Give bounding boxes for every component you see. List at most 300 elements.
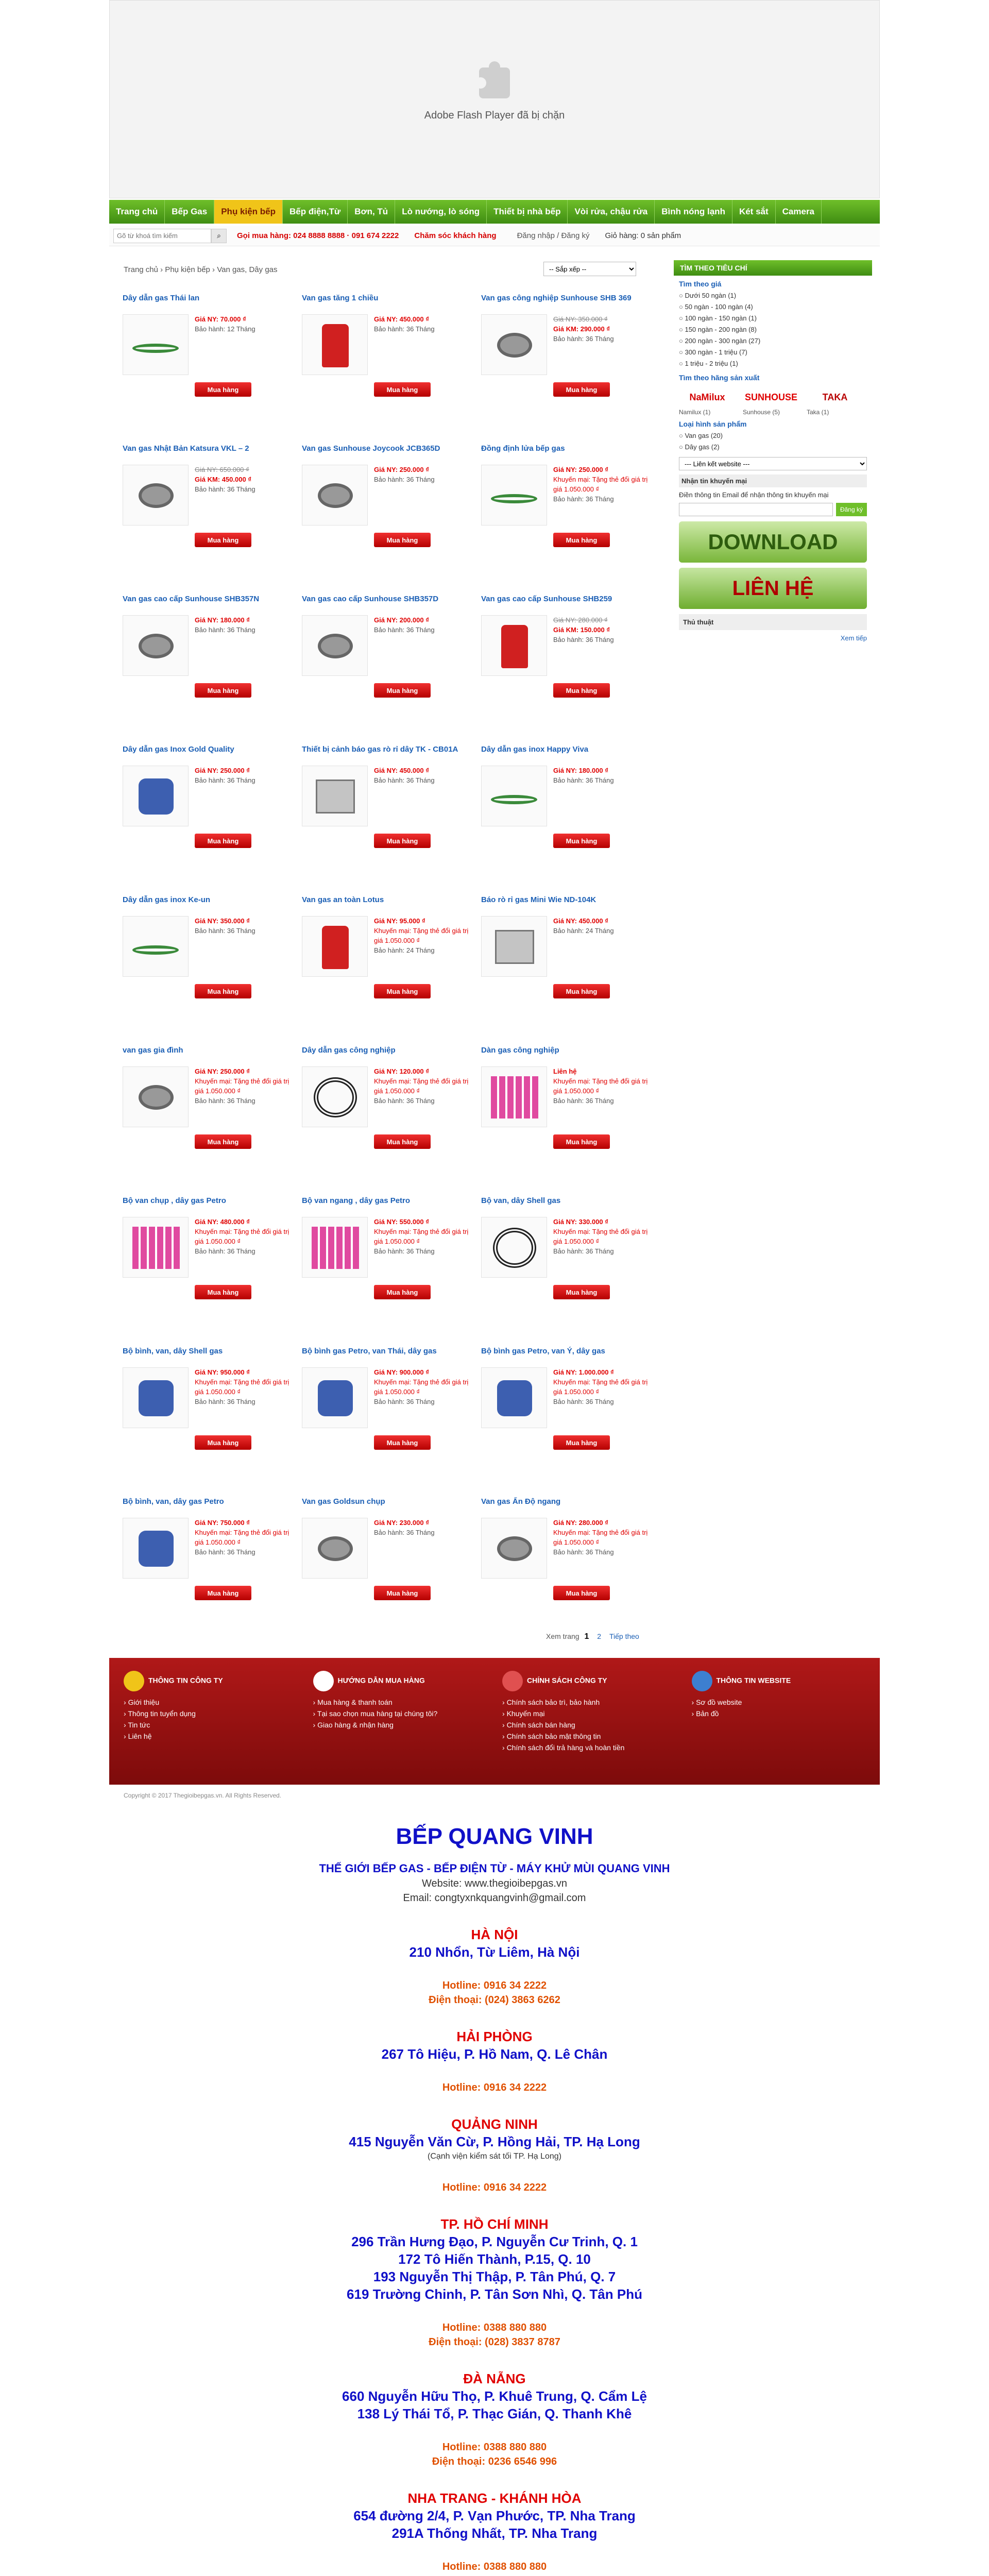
footer-links: [109, 1658, 880, 1785]
product-detail-line: Giá NY: 650.000 ₫: [195, 466, 249, 473]
nav-item[interactable]: Bếp điện,Từ: [283, 200, 348, 224]
product-image[interactable]: [481, 465, 547, 526]
product-detail-line: Khuyến mại: Tặng thẻ đổi giá trị giá 1.050.000 ₫: [195, 1529, 289, 1546]
location-city: ĐÀ NẴNG: [463, 2371, 526, 2386]
product-name[interactable]: Van gas Nhật Bản Katsura VKL – 2: [123, 444, 249, 453]
newsletter-text: Điền thông tin Email để nhận thông tin khuyến mại: [679, 491, 829, 499]
cart-link[interactable]: Giỏ hàng: 0 sản phẩm: [605, 231, 681, 240]
newsletter-submit-button[interactable]: Đăng ký: [836, 503, 867, 516]
product-card: [302, 895, 481, 1046]
product-card: [123, 595, 302, 745]
product-card: [123, 1347, 302, 1497]
product-info: [553, 1217, 654, 1256]
product-image[interactable]: [123, 1518, 189, 1579]
footer-column: [692, 1671, 866, 1772]
product-info: [553, 1367, 654, 1406]
product-detail-line: Giá NY: 330.000 ₫: [553, 1218, 608, 1226]
product-illustration: [318, 1536, 353, 1561]
price-filter-item[interactable]: ○ 100 ngàn - 150 ngàn (1): [679, 313, 867, 324]
product-info: [553, 1066, 654, 1106]
product-detail-line: Bảo hành: 36 Tháng: [553, 1247, 614, 1255]
product-card: [481, 1347, 660, 1497]
product-card: [123, 1046, 302, 1196]
product-name[interactable]: Thiết bị cảnh báo gas rò rỉ dây TK - CB01A: [302, 745, 458, 754]
buy-button[interactable]: Mua hàng: [553, 834, 610, 848]
product-name[interactable]: Van gas công nghiệp Sunhouse SHB 369: [481, 294, 632, 302]
location-hotline: Hotline: 0388 880 880: [442, 2442, 547, 2453]
product-info: [195, 1367, 295, 1406]
product-name[interactable]: van gas gia đình: [123, 1046, 183, 1055]
product-detail-line: Khuyến mại: Tặng thẻ đổi giá trị giá 1.050.000 ₫: [553, 1529, 648, 1546]
buy-button[interactable]: Mua hàng: [195, 1586, 251, 1600]
product-info: [374, 916, 474, 955]
product-image[interactable]: [123, 766, 189, 826]
product-image[interactable]: [302, 916, 368, 977]
price-filter-item[interactable]: ○ 1 triệu - 2 triệu (1): [679, 358, 867, 369]
nav-item[interactable]: Lò nướng, lò sóng: [395, 200, 487, 224]
product-info: [374, 465, 474, 484]
product-detail-line: Giá NY: 750.000 ₫: [195, 1519, 250, 1527]
product-detail-line: Giá NY: 480.000 ₫: [195, 1218, 250, 1226]
login-link[interactable]: Đăng nhập / Đăng ký: [517, 231, 590, 240]
product-name[interactable]: Bộ bình, van, dây gas Petro: [123, 1497, 224, 1506]
location-city: QUẢNG NINH: [451, 2116, 538, 2132]
product-name[interactable]: Bộ bình, van, dây Shell gas: [123, 1347, 223, 1355]
location-address: 210 Nhổn, Từ Liêm, Hà Nội: [409, 1944, 580, 1960]
product-illustration: [139, 1085, 174, 1110]
footer-link-list: [124, 1697, 298, 1742]
product-name[interactable]: Đồng định lửa bếp gas: [481, 444, 565, 453]
product-image[interactable]: [123, 1066, 189, 1127]
pager-label: Xem trang: [546, 1632, 579, 1640]
footer-link[interactable]: › Mua hàng & thanh toán: [313, 1697, 487, 1708]
product-detail-line: Giá NY: 280.000 ₫: [553, 616, 608, 624]
store-info: [109, 1824, 880, 2576]
price-filter-item[interactable]: ○ 150 ngàn - 200 ngàn (8): [679, 324, 867, 335]
product-detail-line: Bảo hành: 36 Tháng: [195, 626, 255, 634]
buy-button[interactable]: Mua hàng: [374, 1285, 431, 1299]
product-info: [553, 1518, 654, 1557]
product-detail-line: Liên hệ: [553, 1067, 577, 1075]
product-card: [481, 745, 660, 895]
location-address: 660 Nguyễn Hữu Thọ, P. Khuê Trung, Q. Cẩm Lệ: [342, 2388, 647, 2404]
product-name[interactable]: Van gas cao cấp Sunhouse SHB259: [481, 595, 612, 603]
footer-link[interactable]: › Bản đồ: [692, 1708, 866, 1719]
search-button[interactable]: [211, 229, 227, 243]
product-name[interactable]: Van gas Ấn Độ ngang: [481, 1497, 561, 1506]
buy-button[interactable]: Mua hàng: [374, 1586, 431, 1600]
newsletter-title: Nhận tin khuyến mại: [679, 474, 867, 487]
pagination: [546, 1632, 642, 1641]
newsletter-email-input[interactable]: [679, 503, 833, 516]
product-detail-line: Bảo hành: 12 Tháng: [195, 325, 255, 333]
buy-button[interactable]: Mua hàng: [195, 1435, 251, 1450]
product-info: [553, 916, 654, 936]
footer-icon: [124, 1671, 144, 1691]
product-image[interactable]: [302, 314, 368, 375]
product-card: [123, 745, 302, 895]
product-detail-line: Giá KM: 290.000 ₫: [553, 325, 610, 333]
product-name[interactable]: Van gas cao cấp Sunhouse SHB357D: [302, 595, 439, 603]
price-filter-item[interactable]: ○ 300 ngàn - 1 triệu (7): [679, 347, 867, 358]
product-detail-line: Bảo hành: 36 Tháng: [374, 1529, 435, 1536]
buy-button[interactable]: Mua hàng: [374, 382, 431, 397]
buy-button[interactable]: Mua hàng: [374, 533, 431, 547]
location-hotline: Hotline: 0916 34 2222: [442, 1980, 547, 1991]
buy-button[interactable]: Mua hàng: [195, 1134, 251, 1149]
product-detail-line: Giá NY: 900.000 ₫: [374, 1368, 429, 1376]
product-image[interactable]: [481, 1217, 547, 1278]
product-info: [195, 465, 295, 494]
product-info: [553, 465, 654, 504]
buy-button[interactable]: Mua hàng: [553, 683, 610, 698]
product-illustration: [316, 779, 355, 814]
product-card: [123, 895, 302, 1046]
product-image[interactable]: [481, 916, 547, 977]
footer-link[interactable]: › Chính sách đổi trả hàng và hoàn tiền: [502, 1742, 676, 1753]
product-detail-line: Giá NY: 450.000 ₫: [553, 917, 608, 925]
product-detail-line: Giá NY: 95.000 ₫: [374, 917, 425, 925]
location-address: 296 Trần Hưng Đạo, P. Nguyễn Cư Trinh, Q. 1: [351, 2234, 638, 2249]
brand-count: Taka (1): [807, 409, 829, 416]
product-card: [123, 1497, 302, 1648]
product-name[interactable]: Dây dẫn gas Inox Gold Quality: [123, 745, 234, 754]
buy-button[interactable]: Mua hàng: [553, 984, 610, 998]
breadcrumb[interactable]: Trang chủ › Phụ kiện bếp › Van gas, Dây gas: [124, 265, 278, 274]
type-filter-item[interactable]: ○ Dây gas (2): [679, 442, 867, 453]
product-card: [302, 1196, 481, 1347]
product-detail-line: Khuyến mại: Tặng thẻ đổi giá trị giá 1.050.000 ₫: [374, 1378, 469, 1396]
product-detail-line: Khuyến mại: Tặng thẻ đổi giá trị giá 1.050.000 ₫: [195, 1228, 289, 1245]
product-name[interactable]: Bộ van ngang , dây gas Petro: [302, 1196, 411, 1205]
product-image[interactable]: [481, 1367, 547, 1428]
product-detail-line: Bảo hành: 36 Tháng: [374, 476, 435, 483]
footer-link[interactable]: › Tin tức: [124, 1719, 298, 1731]
product-detail-line: Khuyến mại: Tặng thẻ đổi giá trị giá 1.050.000 ₫: [374, 1077, 469, 1095]
nav-item[interactable]: Phụ kiện bếp: [214, 200, 283, 224]
footer-link[interactable]: › Giao hàng & nhận hàng: [313, 1719, 487, 1731]
tips-more-link[interactable]: Xem tiếp: [840, 634, 867, 642]
product-name[interactable]: Dây dẫn gas inox Ke-un: [123, 895, 211, 904]
pager-current: 1: [584, 1632, 589, 1641]
product-card: [302, 1497, 481, 1648]
location-address: 267 Tô Hiệu, P. Hồ Nam, Q. Lê Chân: [381, 2046, 608, 2062]
brand-filter-item[interactable]: [679, 386, 736, 416]
product-detail-line: Giá NY: 450.000 ₫: [374, 767, 429, 774]
maker-filter-title: Tìm theo hãng sản xuất: [679, 374, 760, 382]
location-hotline: Hotline: 0388 880 880: [442, 2561, 547, 2572]
product-illustration: [491, 795, 537, 804]
product-image[interactable]: [123, 615, 189, 676]
product-image[interactable]: [481, 314, 547, 375]
footer-column-title-text: CHÍNH SÁCH CÔNG TY: [527, 1676, 607, 1685]
product-name[interactable]: Van gas Sunhouse Joycook JCB365D: [302, 444, 440, 453]
brand-filter-item[interactable]: [743, 386, 799, 416]
location-city: HẢI PHÒNG: [456, 2029, 533, 2044]
footer-link[interactable]: › Liên hệ: [124, 1731, 298, 1742]
product-info: [374, 314, 474, 334]
location-hotline: Điện thoại: 0236 6546 996: [432, 2456, 557, 2467]
product-info: [195, 916, 295, 936]
product-image[interactable]: [123, 314, 189, 375]
product-info: [374, 1518, 474, 1537]
store-website: Website: www.thegioibepgas.vn: [421, 1878, 567, 1889]
product-card: [481, 595, 660, 745]
product-card: [302, 444, 481, 595]
product-illustration: [318, 634, 353, 658]
sort-select[interactable]: [543, 262, 636, 276]
product-illustration: [132, 945, 179, 955]
nav-item[interactable]: Camera: [776, 200, 822, 224]
product-detail-line: Khuyến mại: Tặng thẻ đổi giá trị giá 1.050.000 ₫: [553, 476, 648, 493]
product-illustration: [491, 1076, 538, 1118]
location-address: 193 Nguyễn Thị Thập, P. Tân Phú, Q. 7: [373, 2269, 616, 2284]
type-filter-item[interactable]: ○ Van gas (20): [679, 430, 867, 442]
product-image[interactable]: [302, 1066, 368, 1127]
buy-button[interactable]: Mua hàng: [553, 382, 610, 397]
nav-item[interactable]: Bình nóng lạnh: [655, 200, 732, 224]
product-detail-line: Giá NY: 70.000 ₫: [195, 315, 246, 323]
product-illustration: [318, 1380, 353, 1416]
product-detail-line: Bảo hành: 36 Tháng: [374, 626, 435, 634]
product-detail-line: Giá NY: 350.000 ₫: [195, 917, 250, 925]
plugin-icon: [479, 67, 510, 98]
buy-button[interactable]: Mua hàng: [553, 1285, 610, 1299]
product-illustration: [314, 1077, 357, 1117]
product-detail-line: Bảo hành: 36 Tháng: [195, 1398, 255, 1405]
product-detail-line: Giá NY: 250.000 ₫: [195, 1067, 250, 1075]
product-image[interactable]: [123, 465, 189, 526]
product-info: [374, 1217, 474, 1256]
product-detail-line: Bảo hành: 24 Tháng: [553, 927, 614, 935]
product-image[interactable]: [123, 1217, 189, 1278]
customer-care-link[interactable]: Chăm sóc khách hàng: [414, 231, 497, 240]
product-info: [195, 766, 295, 785]
pager-next[interactable]: Tiếp theo: [609, 1632, 639, 1640]
location-hotline: Điện thoại: (024) 3863 6262: [429, 1994, 560, 2006]
brand-filter-item[interactable]: [807, 386, 863, 416]
promo-bar: [109, 226, 880, 246]
product-detail-line: Giá NY: 180.000 ₫: [553, 767, 608, 774]
product-card: [481, 444, 660, 595]
product-name[interactable]: Van gas tăng 1 chiều: [302, 294, 379, 302]
product-detail-line: Giá NY: 250.000 ₫: [553, 466, 608, 473]
nav-item[interactable]: Bếp Gas: [165, 200, 214, 224]
buy-button[interactable]: Mua hàng: [195, 834, 251, 848]
footer-column-title: [692, 1671, 866, 1691]
main-nav: [109, 200, 880, 224]
product-name[interactable]: Báo rò rỉ gas Mini Wie ND-104K: [481, 895, 596, 904]
nav-item[interactable]: Két sắt: [732, 200, 776, 224]
product-card: [302, 1347, 481, 1497]
product-info: [553, 615, 654, 645]
search-icon: ⌕: [217, 231, 221, 240]
product-illustration: [497, 333, 532, 358]
product-illustration: [497, 1536, 532, 1561]
product-detail-line: Giá KM: 450.000 ₫: [195, 476, 251, 483]
buy-button[interactable]: Mua hàng: [553, 1435, 610, 1450]
store-locations: [109, 1926, 880, 2576]
product-illustration: [132, 344, 179, 353]
footer-link[interactable]: › Chính sách bảo mật thông tin: [502, 1731, 676, 1742]
product-name[interactable]: Van gas an toàn Lotus: [302, 895, 384, 904]
buy-button[interactable]: Mua hàng: [553, 533, 610, 547]
location-hotline: Hotline: 0916 34 2222: [442, 2082, 547, 2093]
product-illustration: [491, 494, 537, 503]
location-address: 138 Lý Thái Tổ, P. Thạc Gián, Q. Thanh Khê: [357, 2406, 632, 2421]
product-image[interactable]: [123, 1367, 189, 1428]
product-info: [195, 615, 295, 635]
price-filter-item[interactable]: ○ Dưới 50 ngàn (1): [679, 290, 867, 301]
sidebar: [674, 260, 872, 646]
product-info: [374, 615, 474, 635]
product-name[interactable]: Van gas cao cấp Sunhouse SHB357N: [123, 595, 260, 603]
product-detail-line: Giá NY: 550.000 ₫: [374, 1218, 429, 1226]
product-detail-line: Giá NY: 120.000 ₫: [374, 1067, 429, 1075]
product-info: [553, 314, 654, 344]
buy-button[interactable]: Mua hàng: [195, 382, 251, 397]
product-detail-line: Bảo hành: 36 Tháng: [553, 636, 614, 643]
price-filter-item[interactable]: ○ 50 ngàn - 100 ngàn (4): [679, 301, 867, 313]
location-city: HÀ NỘI: [471, 1927, 518, 1942]
nav-item[interactable]: Bơn, Tủ: [348, 200, 395, 224]
sidebar-title: TÌM THEO TIÊU CHÍ: [674, 260, 872, 276]
search-input[interactable]: [113, 229, 211, 243]
store-email: Email: congtyxnkquangvinh@gmail.com: [403, 1892, 586, 1904]
product-image[interactable]: [302, 1367, 368, 1428]
product-detail-line: Giá KM: 150.000 ₫: [553, 626, 610, 634]
buy-button[interactable]: Mua hàng: [553, 1134, 610, 1149]
footer-column-title: [313, 1671, 487, 1691]
product-illustration: [139, 634, 174, 658]
buy-button[interactable]: Mua hàng: [195, 533, 251, 547]
product-illustration: [322, 324, 349, 367]
product-name[interactable]: Bộ van chụp , dây gas Petro: [123, 1196, 226, 1205]
download-banner[interactable]: DOWNLOAD: [679, 521, 867, 563]
buy-button[interactable]: Mua hàng: [374, 1435, 431, 1450]
product-name[interactable]: Bộ bình gas Petro, van Ý, dây gas: [481, 1347, 605, 1355]
product-image[interactable]: [123, 916, 189, 977]
product-image[interactable]: [481, 1066, 547, 1127]
product-card: [123, 444, 302, 595]
product-info: [195, 314, 295, 334]
product-detail-line: Bảo hành: 36 Tháng: [195, 927, 255, 935]
buy-button[interactable]: Mua hàng: [374, 1134, 431, 1149]
product-detail-line: Bảo hành: 36 Tháng: [553, 495, 614, 503]
store-name: BẾP QUANG VINH: [396, 1824, 593, 1849]
footer-link[interactable]: › Khuyến mại: [502, 1708, 676, 1719]
product-detail-line: Giá NY: 200.000 ₫: [374, 616, 429, 624]
location-address: 415 Nguyễn Văn Cừ, P. Hồng Hải, TP. Hạ Long: [349, 2134, 640, 2149]
product-name[interactable]: Dây dẫn gas Thái lan: [123, 294, 200, 302]
buy-button[interactable]: Mua hàng: [195, 984, 251, 998]
location-hotline: Điện thoại: (028) 3837 8787: [429, 2336, 560, 2348]
product-image[interactable]: [302, 766, 368, 826]
footer-link[interactable]: › Chính sách bán hàng: [502, 1719, 676, 1731]
buy-button[interactable]: Mua hàng: [195, 1285, 251, 1299]
product-info: [553, 766, 654, 785]
website-links-select[interactable]: [679, 457, 867, 470]
type-filter-list: [679, 430, 867, 453]
product-card: [123, 1196, 302, 1347]
product-detail-line: Giá NY: 350.000 ₫: [553, 315, 608, 323]
brand-count: Sunhouse (5): [743, 409, 780, 416]
product-image[interactable]: [481, 766, 547, 826]
product-detail-line: Bảo hành: 36 Tháng: [553, 1548, 614, 1556]
product-info: [374, 1066, 474, 1106]
location-note: (Cạnh viện kiểm sát tối TP. Hạ Long): [428, 2152, 561, 2161]
product-card: [302, 745, 481, 895]
footer-column: [313, 1671, 487, 1772]
footer-link[interactable]: › Sơ đồ website: [692, 1697, 866, 1708]
product-image[interactable]: [302, 465, 368, 526]
product-illustration: [139, 483, 174, 508]
footer-icon: [502, 1671, 523, 1691]
buy-button[interactable]: Mua hàng: [553, 1586, 610, 1600]
product-detail-line: Giá NY: 250.000 ₫: [374, 466, 429, 473]
buy-button[interactable]: Mua hàng: [374, 683, 431, 698]
product-card: [481, 1196, 660, 1347]
product-name[interactable]: Dây dẫn gas công nghiệp: [302, 1046, 396, 1055]
nav-item[interactable]: Vòi rửa, chậu rửa: [568, 200, 655, 224]
product-image[interactable]: [302, 615, 368, 676]
footer-icon: [692, 1671, 712, 1691]
product-name[interactable]: Dàn gas công nghiệp: [481, 1046, 559, 1055]
location-address: 172 Tô Hiến Thành, P.15, Q. 10: [398, 2251, 591, 2267]
nav-item[interactable]: Thiết bị nhà bếp: [487, 200, 568, 224]
buy-button[interactable]: Mua hàng: [374, 834, 431, 848]
product-card: [481, 1497, 660, 1648]
footer-link[interactable]: › Giới thiệu: [124, 1697, 298, 1708]
product-detail-line: Bảo hành: 36 Tháng: [553, 1398, 614, 1405]
product-image[interactable]: [481, 1518, 547, 1579]
product-name[interactable]: Bộ van, dây Shell gas: [481, 1196, 561, 1205]
product-image[interactable]: [302, 1217, 368, 1278]
product-name[interactable]: Van gas Goldsun chụp: [302, 1497, 385, 1506]
store-tagline: THẾ GIỚI BẾP GAS - BẾP ĐIỆN TỪ - MÁY KHỬ MÙI QUANG VINH: [319, 1862, 670, 1875]
pager-page-2[interactable]: 2: [597, 1632, 602, 1640]
product-illustration: [493, 1228, 536, 1268]
buy-button[interactable]: Mua hàng: [195, 683, 251, 698]
footer-column-title: [502, 1671, 676, 1691]
product-image[interactable]: [481, 615, 547, 676]
footer-link[interactable]: › Thông tin tuyển dụng: [124, 1708, 298, 1719]
product-name[interactable]: Dây dẫn gas inox Happy Viva: [481, 745, 589, 754]
buy-button[interactable]: Mua hàng: [374, 984, 431, 998]
product-name[interactable]: Bộ bình gas Petro, van Thái, dây gas: [302, 1347, 437, 1355]
flash-banner[interactable]: [109, 0, 880, 198]
copyright: Copyright © 2017 Thegioibepgas.vn. All Rights Reserved.: [124, 1792, 282, 1799]
product-detail-line: Bảo hành: 36 Tháng: [553, 1097, 614, 1105]
footer-link[interactable]: › Tại sao chọn mua hàng tại chúng tôi?: [313, 1708, 487, 1719]
footer-column-title-text: THÔNG TIN CÔNG TY: [148, 1676, 223, 1685]
footer-icon: [313, 1671, 334, 1691]
product-illustration: [501, 625, 528, 668]
footer-link[interactable]: › Chính sách bảo trì, bảo hành: [502, 1697, 676, 1708]
product-image[interactable]: [302, 1518, 368, 1579]
footer-link-list: [502, 1697, 676, 1753]
location-city: NHA TRANG - KHÁNH HÒA: [407, 2490, 582, 2506]
price-filter-item[interactable]: ○ 200 ngàn - 300 ngàn (27): [679, 335, 867, 347]
product-detail-line: Giá NY: 250.000 ₫: [195, 767, 250, 774]
product-detail-line: Khuyến mại: Tặng thẻ đổi giá trị giá 1.050.000 ₫: [553, 1378, 648, 1396]
location-address: 291A Thống Nhất, TP. Nha Trang: [391, 2526, 598, 2541]
hotline-text: Gọi mua hàng: 024 8888 8888 · 091 674 2222: [237, 231, 399, 240]
product-detail-line: Bảo hành: 36 Tháng: [374, 1097, 435, 1105]
product-illustration: [139, 1531, 174, 1567]
nav-item[interactable]: Trang chủ: [109, 200, 165, 224]
contact-banner[interactable]: LIÊN HỆ: [679, 568, 867, 609]
